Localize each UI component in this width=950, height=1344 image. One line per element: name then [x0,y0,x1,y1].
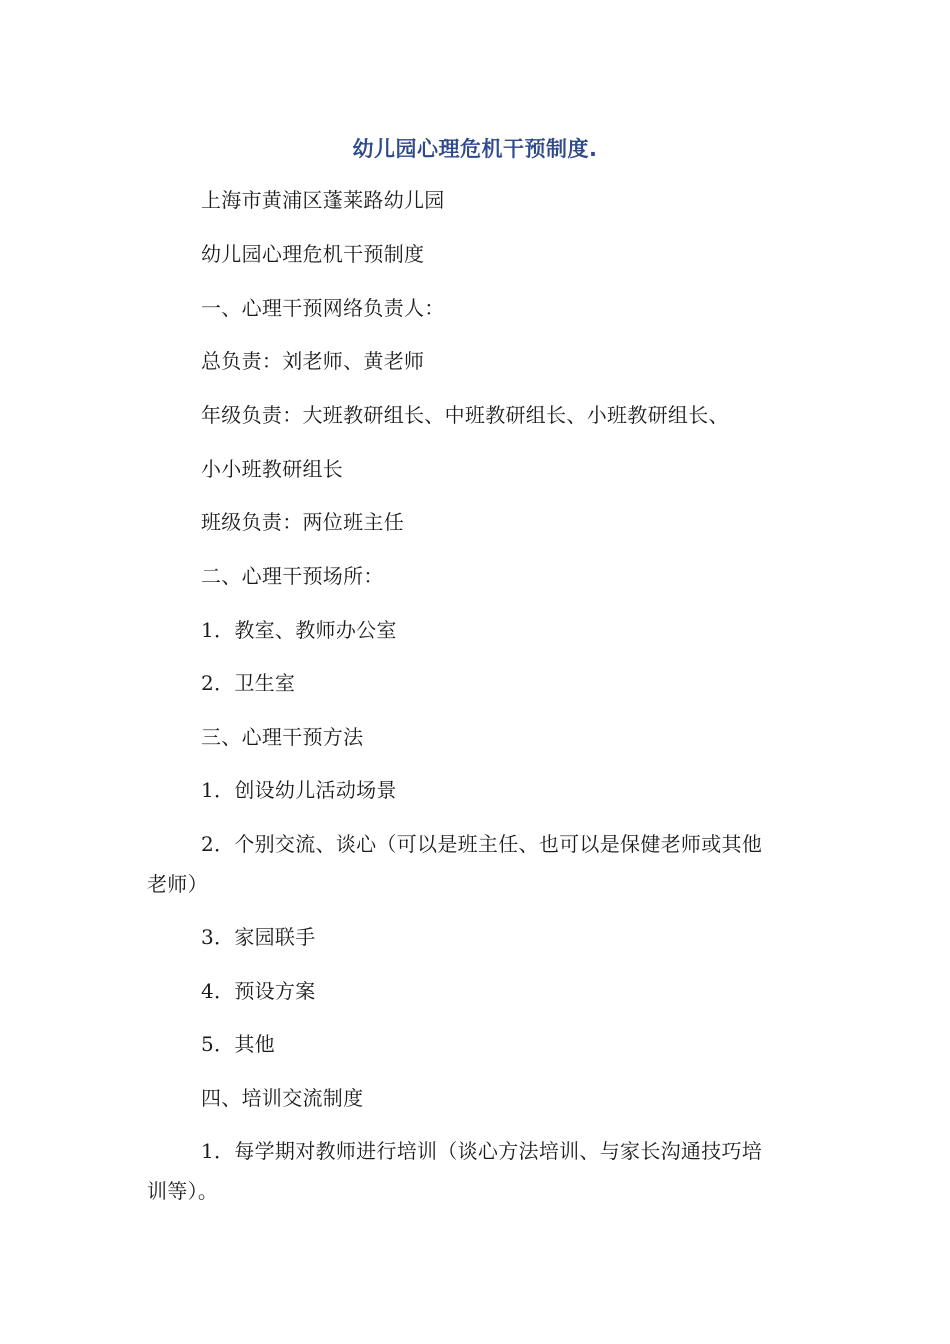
paragraph: 年级负责：大班教研组长、中班教研组长、小班教研组长、 [201,403,729,427]
list-item: 4．预设方案 [201,979,316,1003]
list-item-continuation: 老师） [147,872,208,896]
list-item: 2．卫生室 [201,671,296,695]
list-item: 3．家园联手 [201,925,316,949]
document-title: 幼儿园心理危机干预制度. [352,137,598,161]
section-heading-4: 四、培训交流制度 [201,1086,364,1110]
paragraph-continuation: 小小班教研组长 [201,457,344,481]
paragraph: 总负责：刘老师、黄老师 [201,349,425,373]
list-item-continuation: 训等）。 [147,1179,219,1203]
list-item: 2．个别交流、谈心（可以是班主任、也可以是保健老师或其他 [201,832,763,856]
list-item: 5．其他 [201,1032,275,1056]
list-item: 1．每学期对教师进行培训（谈心方法培训、与家长沟通技巧培 [201,1139,763,1163]
paragraph: 班级负责：两位班主任 [201,510,404,534]
section-heading-3: 三、心理干预方法 [201,725,364,749]
section-heading-1: 一、心理干预网络负责人： [201,296,445,320]
section-heading-2: 二、心理干预场所： [201,564,384,588]
school-name: 上海市黄浦区蓬莱路幼儿园 [201,188,445,212]
subtitle: 幼儿园心理危机干预制度 [201,242,425,266]
list-item: 1．创设幼儿活动场景 [201,778,397,802]
list-item: 1．教室、教师办公室 [201,618,397,642]
